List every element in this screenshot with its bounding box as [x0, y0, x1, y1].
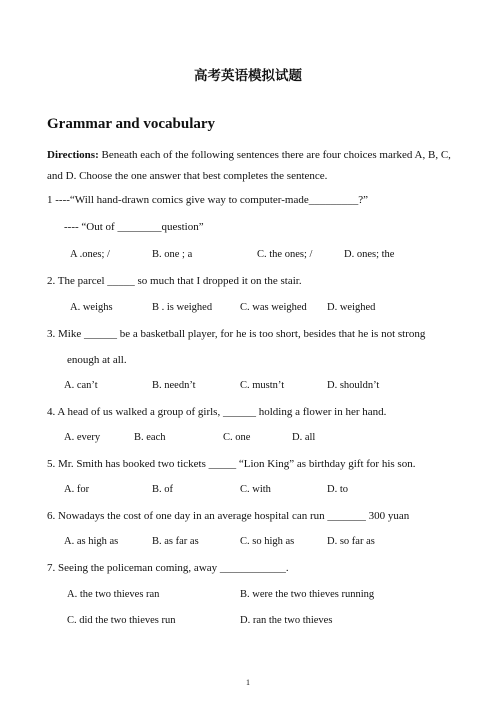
q2-option-a[interactable]: A. weighs — [70, 302, 113, 313]
q3-option-a[interactable]: A. can’t — [64, 380, 98, 391]
q1-option-b[interactable]: B. one ; a — [152, 249, 193, 260]
q4-option-c[interactable]: C. one — [223, 432, 251, 443]
q2-option-c[interactable]: C. was weighed — [240, 302, 307, 313]
question-7-stem: 7. Seeing the policeman coming, away ____________. — [47, 562, 289, 574]
q7-option-d[interactable]: D. ran the two thieves — [240, 615, 333, 626]
page-number: 1 — [246, 678, 250, 687]
question-3-stem-cont: enough at all. — [67, 354, 127, 366]
q6-option-c[interactable]: C. so high as — [240, 536, 295, 547]
question-4-stem: 4. A head of us walked a group of girls, ______ holding a flower in her hand. — [47, 406, 387, 418]
q7-option-a[interactable]: A. the two thieves ran — [67, 589, 160, 600]
question-6-stem: 6. Nowadays the cost of one day in an average hospital can run _______ 300 yuan — [47, 510, 410, 522]
q2-option-b[interactable]: B . is weighed — [152, 302, 213, 313]
question-1-stem: 1 ----“Will hand-drawn comics give way to computer-made_________?” — [47, 194, 368, 206]
q1-option-c[interactable]: C. the ones; / — [257, 249, 313, 260]
q2-option-d[interactable]: D. weighed — [327, 302, 376, 313]
q7-option-b[interactable]: B. were the two thieves running — [240, 589, 375, 600]
q5-option-a[interactable]: A. for — [64, 484, 90, 495]
q5-option-d[interactable]: D. to — [327, 484, 348, 495]
question-3-stem: 3. Mike ______ be a basketball player, for he is too short, besides that he is not strong — [47, 328, 426, 340]
q5-option-c[interactable]: C. with — [240, 484, 271, 495]
question-5-stem: 5. Mr. Smith has booked two tickets _____ “Lion King” as birthday gift for his son. — [47, 458, 416, 470]
q4-option-b[interactable]: B. each — [134, 432, 166, 443]
question-1-reply: ---- “Out of ________question” — [64, 221, 204, 233]
q1-option-a[interactable]: A .ones; / — [70, 249, 110, 260]
q4-option-d[interactable]: D. all — [292, 432, 316, 443]
q7-option-c[interactable]: C. did the two thieves run — [67, 615, 176, 626]
q5-option-b[interactable]: B. of — [152, 484, 173, 495]
page-title: 高考英语模拟试题 — [194, 68, 302, 84]
q3-option-c[interactable]: C. mustn’t — [240, 380, 285, 391]
q6-option-d[interactable]: D. so far as — [327, 536, 375, 547]
section-heading: Grammar and vocabulary — [47, 116, 216, 132]
q3-option-d[interactable]: D. shouldn’t — [327, 380, 380, 391]
q6-option-a[interactable]: A. as high as — [64, 536, 119, 547]
directions-label: Directions: — [47, 149, 99, 161]
q4-option-a[interactable]: A. every — [64, 432, 101, 443]
directions — [47, 145, 452, 187]
q3-option-b[interactable]: B. needn’t — [152, 380, 196, 391]
directions-text: Beneath each of the following sentences there are four choices marked A, B, C, and D. Choose the one answer that best completes the sentence. — [47, 149, 451, 182]
q1-option-d[interactable]: D. ones; the — [344, 249, 395, 260]
question-2-stem: 2. The parcel _____ so much that I dropped it on the stair. — [47, 275, 302, 287]
q6-option-b[interactable]: B. as far as — [152, 536, 199, 547]
